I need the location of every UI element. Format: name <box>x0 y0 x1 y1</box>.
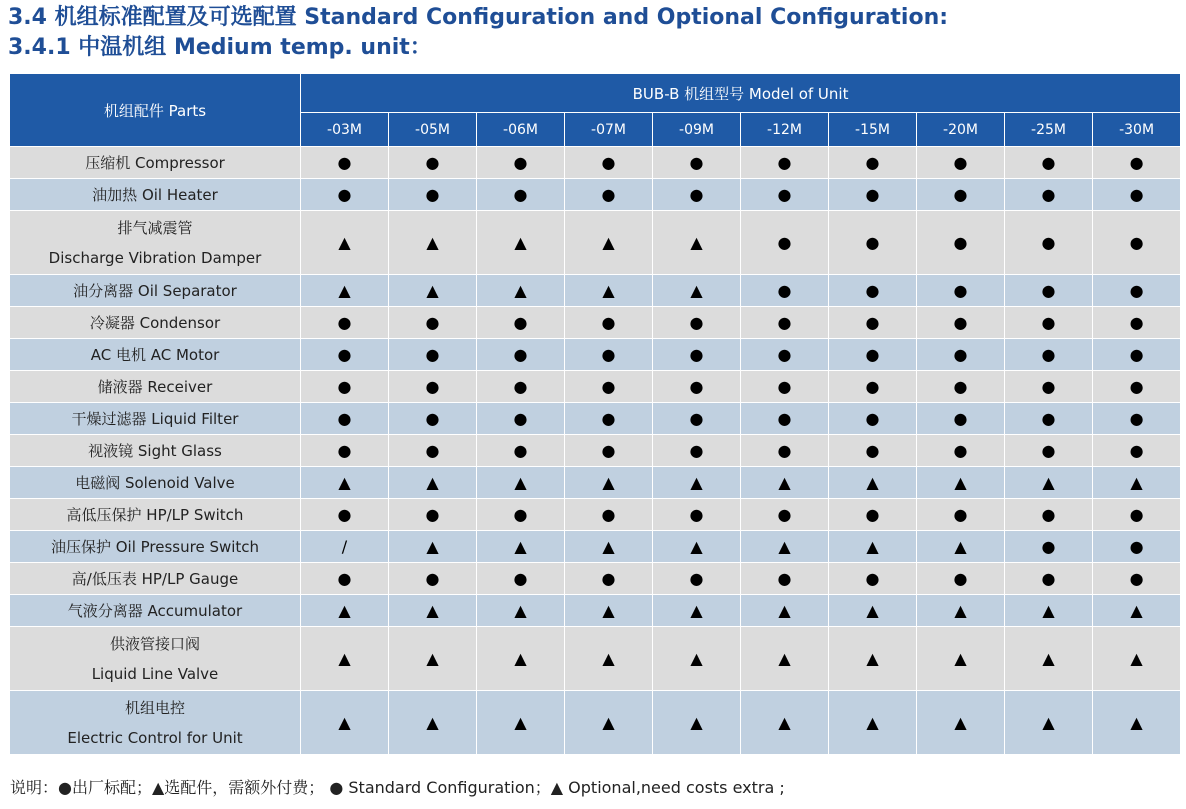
standard-config-mark: ● <box>389 371 477 403</box>
optional-config-mark: ▲ <box>653 275 741 307</box>
parts-column-header: 机组配件 Parts <box>10 74 301 147</box>
part-name-cell <box>10 563 301 595</box>
part-name-line: 储液器 Receiver <box>97 377 213 396</box>
standard-config-mark: ● <box>741 371 829 403</box>
optional-config-mark: ▲ <box>653 211 741 275</box>
standard-config-mark: ● <box>741 275 829 307</box>
part-name-line: 压缩机 Compressor <box>85 153 225 172</box>
optional-config-mark: ▲ <box>917 467 1005 499</box>
standard-config-mark: ● <box>653 499 741 531</box>
standard-config-mark: ● <box>829 307 917 339</box>
optional-config-mark: ▲ <box>477 275 565 307</box>
standard-config-mark: ● <box>565 403 653 435</box>
part-name-cell <box>10 339 301 371</box>
standard-config-mark: ● <box>829 403 917 435</box>
optional-config-mark: ▲ <box>829 531 917 563</box>
standard-config-mark: ● <box>917 339 1005 371</box>
part-name-line: 视液镜 Sight Glass <box>88 441 222 460</box>
standard-config-mark: ● <box>829 275 917 307</box>
standard-config-mark: ● <box>653 179 741 211</box>
part-name-line: 电磁阀 Solenoid Valve <box>75 473 235 492</box>
standard-config-mark: ● <box>301 563 389 595</box>
part-name-line: AC 电机 AC Motor <box>90 345 220 364</box>
standard-config-mark: ● <box>829 211 917 275</box>
model-code-header: -15M <box>829 113 917 147</box>
standard-config-mark: ● <box>389 307 477 339</box>
standard-config-mark: ● <box>389 563 477 595</box>
standard-config-mark: ● <box>653 339 741 371</box>
standard-config-mark: ● <box>565 339 653 371</box>
standard-config-mark: ● <box>917 275 1005 307</box>
standard-config-mark: ● <box>917 371 1005 403</box>
standard-config-mark: ● <box>741 147 829 179</box>
standard-config-mark: ● <box>565 147 653 179</box>
standard-config-mark: ● <box>301 435 389 467</box>
table-row <box>10 499 1181 531</box>
table-row <box>10 691 1181 755</box>
part-name-cell <box>10 371 301 403</box>
standard-config-mark: ● <box>301 179 389 211</box>
standard-config-mark: ● <box>1093 531 1181 563</box>
standard-config-mark: ● <box>1093 403 1181 435</box>
optional-config-mark: ▲ <box>653 467 741 499</box>
model-code-header: -25M <box>1005 113 1093 147</box>
standard-config-mark: ● <box>829 435 917 467</box>
standard-config-mark: ● <box>917 499 1005 531</box>
standard-config-mark: ● <box>1005 563 1093 595</box>
optional-config-mark: ▲ <box>741 627 829 691</box>
part-name-cell <box>10 211 301 275</box>
table-row <box>10 563 1181 595</box>
standard-config-mark: ● <box>917 211 1005 275</box>
optional-config-mark: ▲ <box>1093 691 1181 755</box>
standard-config-mark: ● <box>301 499 389 531</box>
standard-config-mark: ● <box>389 179 477 211</box>
model-code-header: -09M <box>653 113 741 147</box>
standard-config-mark: ● <box>301 307 389 339</box>
standard-config-mark: ● <box>565 179 653 211</box>
table-row <box>10 435 1181 467</box>
optional-config-mark: ▲ <box>565 595 653 627</box>
model-code-header: -20M <box>917 113 1005 147</box>
optional-config-mark: ▲ <box>829 691 917 755</box>
standard-config-mark: ● <box>829 147 917 179</box>
standard-config-mark: ● <box>653 371 741 403</box>
standard-config-mark: ● <box>1093 307 1181 339</box>
standard-config-mark: ● <box>389 147 477 179</box>
model-column-header: BUB-B 机组型号 Model of Unit <box>301 74 1181 113</box>
optional-config-mark: ▲ <box>917 595 1005 627</box>
optional-config-mark: ▲ <box>389 691 477 755</box>
standard-config-mark: ● <box>653 403 741 435</box>
table-row <box>10 403 1181 435</box>
standard-config-mark: ● <box>1005 531 1093 563</box>
optional-config-mark: ▲ <box>389 595 477 627</box>
optional-config-mark: ▲ <box>741 467 829 499</box>
optional-config-mark: ▲ <box>477 595 565 627</box>
part-name-line: Discharge Vibration Damper <box>48 248 262 267</box>
part-name-line: 高/低压表 HP/LP Gauge <box>71 569 239 588</box>
standard-config-mark: ● <box>741 307 829 339</box>
not-applicable-mark: / <box>301 531 389 563</box>
optional-config-mark: ▲ <box>301 275 389 307</box>
standard-config-mark: ● <box>1093 435 1181 467</box>
standard-config-mark: ● <box>1005 371 1093 403</box>
standard-config-mark: ● <box>301 371 389 403</box>
standard-config-mark: ● <box>301 147 389 179</box>
part-name-line: Electric Control for Unit <box>67 728 243 747</box>
table-row <box>10 147 1181 179</box>
standard-config-mark: ● <box>1005 435 1093 467</box>
table-row <box>10 275 1181 307</box>
standard-config-mark: ● <box>301 339 389 371</box>
optional-config-mark: ▲ <box>565 691 653 755</box>
standard-config-mark: ● <box>741 563 829 595</box>
standard-config-mark: ● <box>741 339 829 371</box>
standard-config-mark: ● <box>301 403 389 435</box>
page-subtitle: 3.4.1 中温机组 Medium temp. unit： <box>8 35 432 60</box>
optional-config-mark: ▲ <box>829 467 917 499</box>
standard-config-mark: ● <box>653 147 741 179</box>
standard-config-mark: ● <box>389 403 477 435</box>
part-name-line: 机组电控 <box>124 698 185 717</box>
optional-config-mark: ▲ <box>1005 691 1093 755</box>
standard-config-mark: ● <box>1093 211 1181 275</box>
optional-config-mark: ▲ <box>389 275 477 307</box>
standard-config-mark: ● <box>1005 499 1093 531</box>
standard-config-mark: ● <box>389 499 477 531</box>
model-code-header: -30M <box>1093 113 1181 147</box>
standard-config-mark: ● <box>1093 179 1181 211</box>
part-name-line: 干燥过滤器 Liquid Filter <box>71 409 239 428</box>
standard-config-mark: ● <box>741 179 829 211</box>
optional-config-mark: ▲ <box>565 275 653 307</box>
standard-config-mark: ● <box>741 499 829 531</box>
standard-config-mark: ● <box>1005 147 1093 179</box>
part-name-cell <box>10 435 301 467</box>
optional-config-mark: ▲ <box>301 627 389 691</box>
standard-config-mark: ● <box>1005 179 1093 211</box>
optional-config-mark: ▲ <box>301 211 389 275</box>
standard-config-mark: ● <box>1093 275 1181 307</box>
page-title: 3.4 机组标准配置及可选配置 Standard Configuration and Optional Configuration: <box>8 5 949 30</box>
optional-config-mark: ▲ <box>477 211 565 275</box>
standard-config-mark: ● <box>917 435 1005 467</box>
optional-config-mark: ▲ <box>653 595 741 627</box>
optional-config-mark: ▲ <box>301 467 389 499</box>
part-name-line: Liquid Line Valve <box>91 664 219 683</box>
optional-config-mark: ▲ <box>741 691 829 755</box>
part-name-line: 油加热 Oil Heater <box>92 185 218 204</box>
standard-config-mark: ● <box>917 147 1005 179</box>
optional-config-mark: ▲ <box>829 595 917 627</box>
optional-config-mark: ▲ <box>653 531 741 563</box>
standard-config-mark: ● <box>1005 339 1093 371</box>
standard-config-mark: ● <box>477 435 565 467</box>
optional-config-mark: ▲ <box>1005 595 1093 627</box>
optional-config-mark: ▲ <box>477 531 565 563</box>
standard-config-mark: ● <box>477 147 565 179</box>
part-name-cell <box>10 467 301 499</box>
standard-config-mark: ● <box>829 339 917 371</box>
optional-config-mark: ▲ <box>1093 595 1181 627</box>
standard-config-mark: ● <box>477 499 565 531</box>
standard-config-mark: ● <box>565 371 653 403</box>
standard-config-mark: ● <box>829 499 917 531</box>
standard-config-mark: ● <box>653 563 741 595</box>
standard-config-mark: ● <box>741 211 829 275</box>
part-name-cell <box>10 307 301 339</box>
standard-config-mark: ● <box>1093 371 1181 403</box>
optional-config-mark: ▲ <box>917 531 1005 563</box>
optional-config-mark: ▲ <box>917 691 1005 755</box>
configuration-table <box>9 73 1181 755</box>
optional-config-mark: ▲ <box>389 467 477 499</box>
standard-config-mark: ● <box>1093 339 1181 371</box>
table-row <box>10 339 1181 371</box>
standard-config-mark: ● <box>477 371 565 403</box>
part-name-cell <box>10 275 301 307</box>
standard-config-mark: ● <box>1093 563 1181 595</box>
table-row <box>10 307 1181 339</box>
standard-config-mark: ● <box>477 403 565 435</box>
standard-config-mark: ● <box>917 179 1005 211</box>
standard-config-mark: ● <box>477 179 565 211</box>
optional-config-mark: ▲ <box>477 627 565 691</box>
optional-config-mark: ▲ <box>301 691 389 755</box>
optional-config-mark: ▲ <box>1093 467 1181 499</box>
standard-config-mark: ● <box>1093 499 1181 531</box>
optional-config-mark: ▲ <box>565 467 653 499</box>
table-row <box>10 595 1181 627</box>
standard-config-mark: ● <box>389 435 477 467</box>
standard-config-mark: ● <box>917 563 1005 595</box>
optional-config-mark: ▲ <box>301 595 389 627</box>
model-code-header: -12M <box>741 113 829 147</box>
standard-config-mark: ● <box>829 563 917 595</box>
optional-config-mark: ▲ <box>653 627 741 691</box>
standard-config-mark: ● <box>829 371 917 403</box>
table-row <box>10 627 1181 691</box>
standard-config-mark: ● <box>477 307 565 339</box>
table-row <box>10 211 1181 275</box>
model-code-header: -05M <box>389 113 477 147</box>
standard-config-mark: ● <box>477 563 565 595</box>
optional-config-mark: ▲ <box>741 531 829 563</box>
optional-config-mark: ▲ <box>741 595 829 627</box>
model-code-header: -07M <box>565 113 653 147</box>
part-name-cell <box>10 595 301 627</box>
standard-config-mark: ● <box>829 179 917 211</box>
standard-config-mark: ● <box>1005 403 1093 435</box>
standard-config-mark: ● <box>741 403 829 435</box>
part-name-cell <box>10 627 301 691</box>
part-name-cell <box>10 499 301 531</box>
part-name-line: 高低压保护 HP/LP Switch <box>66 505 244 524</box>
standard-config-mark: ● <box>565 499 653 531</box>
part-name-line: 油分离器 Oil Separator <box>73 281 237 300</box>
optional-config-mark: ▲ <box>477 691 565 755</box>
part-name-cell <box>10 531 301 563</box>
table-row <box>10 531 1181 563</box>
optional-config-mark: ▲ <box>1093 627 1181 691</box>
table-body <box>10 147 1181 755</box>
optional-config-mark: ▲ <box>1005 627 1093 691</box>
part-name-cell <box>10 179 301 211</box>
optional-config-mark: ▲ <box>389 211 477 275</box>
optional-config-mark: ▲ <box>389 627 477 691</box>
standard-config-mark: ● <box>653 435 741 467</box>
part-name-line: 冷凝器 Condensor <box>89 313 221 332</box>
part-name-cell <box>10 691 301 755</box>
standard-config-mark: ● <box>917 403 1005 435</box>
standard-config-mark: ● <box>653 307 741 339</box>
standard-config-mark: ● <box>389 339 477 371</box>
optional-config-mark: ▲ <box>1005 467 1093 499</box>
optional-config-mark: ▲ <box>917 627 1005 691</box>
standard-config-mark: ● <box>565 563 653 595</box>
part-name-cell <box>10 147 301 179</box>
part-name-cell <box>10 403 301 435</box>
legend-note: 说明：●出厂标配；▲选配件，需额外付费； ● Standard Configuration；▲ Optional,need costs extra ; <box>10 778 785 797</box>
optional-config-mark: ▲ <box>565 531 653 563</box>
standard-config-mark: ● <box>477 339 565 371</box>
model-code-header: -03M <box>301 113 389 147</box>
part-name-line: 排气减震管 <box>117 218 193 237</box>
standard-config-mark: ● <box>1093 147 1181 179</box>
optional-config-mark: ▲ <box>565 211 653 275</box>
standard-config-mark: ● <box>917 307 1005 339</box>
table-row <box>10 467 1181 499</box>
optional-config-mark: ▲ <box>653 691 741 755</box>
part-name-line: 油压保护 Oil Pressure Switch <box>50 537 260 556</box>
standard-config-mark: ● <box>565 307 653 339</box>
optional-config-mark: ▲ <box>829 627 917 691</box>
model-code-header: -06M <box>477 113 565 147</box>
standard-config-mark: ● <box>741 435 829 467</box>
standard-config-mark: ● <box>1005 275 1093 307</box>
standard-config-mark: ● <box>565 435 653 467</box>
optional-config-mark: ▲ <box>477 467 565 499</box>
standard-config-mark: ● <box>1005 307 1093 339</box>
optional-config-mark: ▲ <box>389 531 477 563</box>
standard-config-mark: ● <box>1005 211 1093 275</box>
optional-config-mark: ▲ <box>565 627 653 691</box>
table-row <box>10 371 1181 403</box>
part-name-line: 气液分离器 Accumulator <box>67 601 243 620</box>
part-name-line: 供液管接口阀 <box>109 634 200 653</box>
table-row <box>10 179 1181 211</box>
